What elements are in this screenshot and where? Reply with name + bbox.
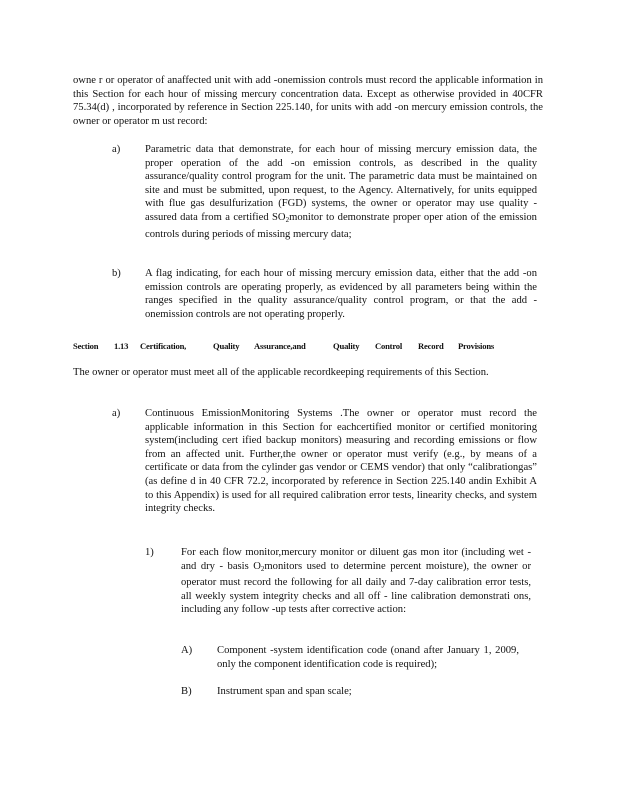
- heading-word: Control: [375, 341, 403, 351]
- heading-word: Section: [73, 341, 99, 351]
- item-1-body-end: monitors used to determine percent moisture), the owner or operator must record the following for all daily and 7-day calibration error tests, all weekly system integrity checks and all off - line calibration demonstrati ons, including any follow -up tests after corrective action:: [181, 560, 531, 616]
- item-a2-text: Continuous EmissionMonitoring Systems .The owner or operator must record the applicable information in this Section for eachcertified monitor or certified monitoring system(including cert ified backup monitors) measuring and recording emissions or flow from an affected unit. Further,the owner or operator must verify (e.g., by means of a certificate or data from the cylinder gas vendor or CEMS vendor) that only “calibrationgas” (as define d in 40 CFR 72.2, incorporated by reference in Section 225.140 andin Exhibit A to this Appendix) is used for all required calibration error tests, linearity checks, and system integrity checks.: [145, 408, 537, 515]
- heading-word: 1.13: [114, 341, 129, 351]
- item-1-text: [181, 546, 531, 617]
- heading-word: Record: [418, 341, 444, 351]
- section-heading: [73, 340, 543, 354]
- heading-word: Assurance,and: [254, 341, 306, 351]
- item-a-body: Parametric data that demonstrate, for each hour of missing mercury emission data, the proper operation of the add -on emission controls, as described in the quality assurance/quality control program for the unit. The parametric data must be maintained on site and must be submitted, upon request, to the Agency. Alternatively, for units equipped with flue gas desulfurization (FGD) systems, the owner or operator may use quality -assured data from a certified SO: [145, 144, 537, 223]
- item-A-label: A): [181, 645, 193, 656]
- item-b-text: A flag indicating, for each hour of missing mercury emission data, either that the add -on emission controls are operating properly, as evidenced by all parameters being within the ranges specified in the quality assurance/quality control program, or that the add -onemission controls are not operating properly.: [145, 268, 537, 320]
- heading-word: Provisions: [458, 341, 495, 351]
- item-B-text: Instrument span and span scale;: [217, 686, 352, 697]
- heading-word: Certification,: [140, 341, 187, 351]
- item-a-label: a): [112, 144, 121, 155]
- o2-subscript: 2: [260, 564, 265, 573]
- so2-subscript: 2: [285, 215, 290, 224]
- item-a2-label: a): [112, 408, 121, 419]
- intro-paragraph: owne r or operator of anaffected unit with add -onemission controls must record the applicable information in this Section for each hour of missing mercury concentration data. Except as otherwise provided in 40CFR 75.34(d) , incorporated by reference in Section 225.140, for units with add -on mercury emission controls, the owner or operator m ust record:: [73, 75, 543, 127]
- heading-word: Quality: [333, 341, 360, 351]
- item-b-label: b): [112, 268, 121, 279]
- item-a-text: [145, 143, 537, 241]
- item-1-body: For each flow monitor,mercury monitor or diluent gas mon itor (including wet -and dry - basis O: [181, 547, 531, 572]
- section-intro: The owner or operator must meet all of the applicable recordkeeping requirements of this Section.: [73, 367, 489, 378]
- item-a-body-end: monitor to demonstrate proper oper ation of the emission controls during periods of missing mercury data;: [145, 211, 537, 240]
- item-A-text: Component -system identification code (onand after January 1, 2009, only the component identification code is required);: [217, 645, 519, 670]
- item-1-label: 1): [145, 547, 154, 558]
- heading-word: Quality: [213, 341, 240, 351]
- item-B-label: B): [181, 686, 192, 697]
